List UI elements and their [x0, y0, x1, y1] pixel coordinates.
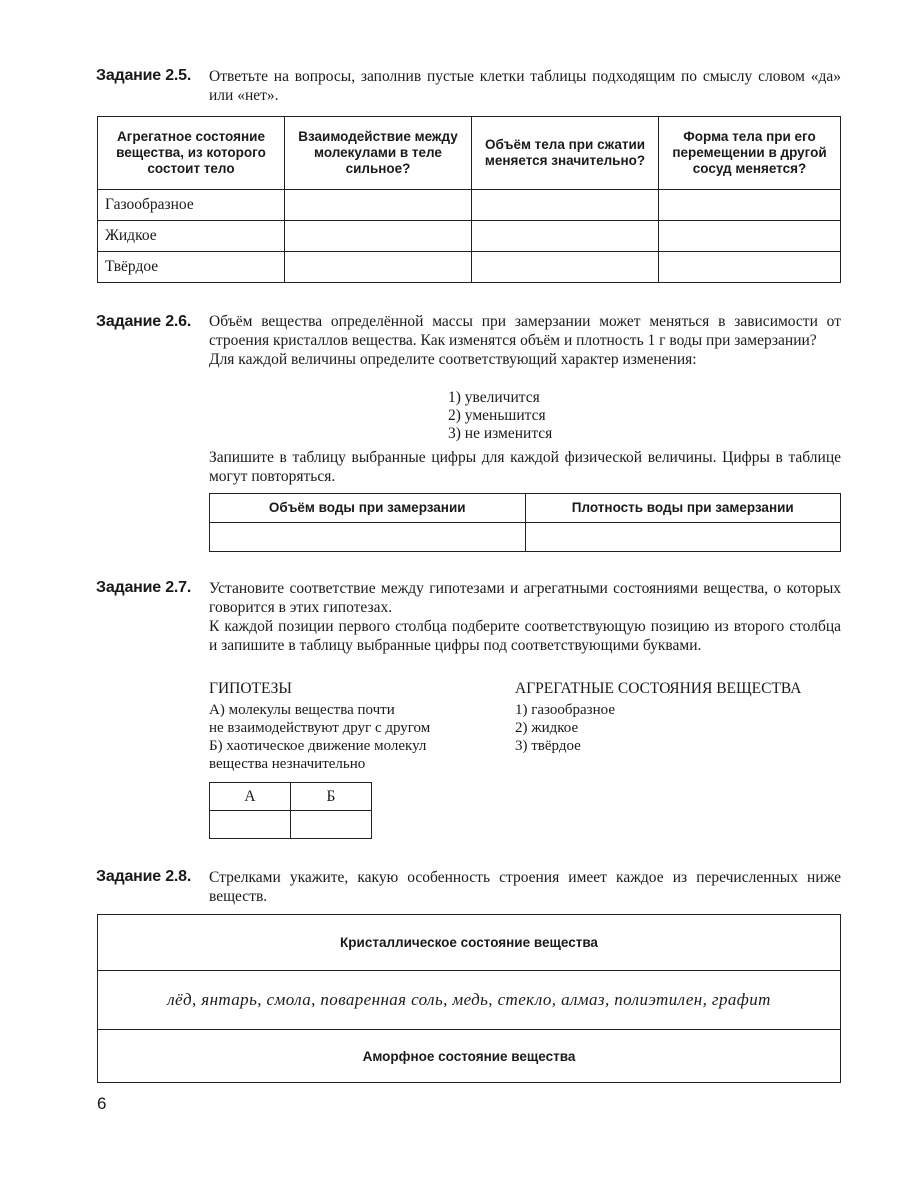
- answer-cell[interactable]: [525, 523, 841, 552]
- answer-cell[interactable]: [210, 523, 526, 552]
- crystalline-state-label: Кристаллическое состояние вещества: [98, 915, 841, 971]
- column-header-density-freezing: Плотность воды при замерзании: [525, 494, 841, 523]
- column-header-interaction: Взаимодействие между молекулами в теле сильное?: [285, 117, 472, 190]
- hypothesis-line: Б) хаотическое движение молекул: [209, 738, 427, 754]
- table-row: [98, 971, 841, 1030]
- state-item: 2) жидкое: [515, 720, 579, 736]
- answer-cell[interactable]: [659, 190, 841, 221]
- task-2-8-label: Задание 2.8.: [96, 868, 192, 885]
- table-header-row: [98, 117, 841, 190]
- task-2-7-instruction: К каждой позиции первого столбца подберите соответствующую позицию из второго столбца и запишите в таблицу выбранные цифры под соответствующими буквами.: [209, 618, 841, 654]
- table-row: [210, 811, 372, 839]
- hypothesis-line: А) молекулы вещества почти: [209, 702, 395, 718]
- hypothesis-line: не взаимодействуют друг с другом: [209, 720, 431, 736]
- task-2-5-table: [97, 116, 841, 283]
- table-header-row: [210, 783, 372, 811]
- option-item: 1) увеличится: [448, 389, 540, 406]
- answer-cell[interactable]: [472, 252, 659, 283]
- task-2-6-instruction: Для каждой величины определите соответствующий характер изменения:: [209, 351, 697, 368]
- column-header-volume: Объём тела при сжатии меняется значительно?: [472, 117, 659, 190]
- task-2-7-question: Установите соответствие между гипотезами и агрегатными состояниями вещества, о которых говорится в этих гипотезах.: [209, 580, 841, 616]
- answer-cell[interactable]: [291, 811, 372, 839]
- answer-cell[interactable]: [659, 252, 841, 283]
- state-item: 1) газообразное: [515, 702, 615, 718]
- answer-cell[interactable]: [285, 190, 472, 221]
- column-header-a: А: [210, 783, 291, 811]
- task-2-6-label: Задание 2.6.: [96, 313, 192, 330]
- answer-cell[interactable]: [285, 221, 472, 252]
- task-2-8-text: [209, 868, 841, 906]
- task-2-8-question: Стрелками укажите, какую особенность строения имеет каждое из перечисленных ниже веществ.: [209, 869, 841, 905]
- task-2-6-table: [209, 493, 841, 552]
- table-row: [98, 915, 841, 971]
- column-header-state: Агрегатное состояние вещества, из которого состоит тело: [98, 117, 285, 190]
- task-2-8-table: [97, 914, 841, 1083]
- task-2-7-table: [209, 782, 372, 839]
- task-2-6-text: [209, 312, 841, 369]
- task-2-5-text: [209, 67, 841, 105]
- task-2-5-question: Ответьте на вопросы, заполнив пустые клетки таблицы подходящим по смыслу словом «да» или «нет».: [209, 68, 841, 104]
- answer-cell[interactable]: [285, 252, 472, 283]
- hypothesis-line: вещества незначительно: [209, 756, 366, 772]
- table-row: [210, 523, 841, 552]
- task-2-7-text: [209, 579, 841, 655]
- hypotheses-list: [209, 701, 430, 773]
- task-2-6-after-text: Запишите в таблицу выбранные цифры для каждой физической величины. Цифры в таблице могут повторяться.: [209, 449, 841, 485]
- task-2-6-options: [448, 389, 552, 443]
- table-row: [98, 221, 841, 252]
- table-header-row: [210, 494, 841, 523]
- page-number: 6: [97, 1094, 107, 1113]
- task-2-7-label: Задание 2.7.: [96, 579, 192, 596]
- column-header-volume-freezing: Объём воды при замерзании: [210, 494, 526, 523]
- answer-cell[interactable]: [472, 190, 659, 221]
- table-row: [98, 190, 841, 221]
- table-row: [98, 252, 841, 283]
- answer-cell[interactable]: [659, 221, 841, 252]
- table-row: [98, 1030, 841, 1083]
- substances-list: лёд, янтарь, смола, поваренная соль, медь, стекло, алмаз, полиэтилен, графит: [98, 971, 841, 1030]
- state-item: 3) твёрдое: [515, 738, 581, 754]
- amorphous-state-label: Аморфное состояние вещества: [98, 1030, 841, 1083]
- states-title: АГРЕГАТНЫЕ СОСТОЯНИЯ ВЕЩЕСТВА: [515, 680, 802, 697]
- row-label-solid: Твёрдое: [98, 252, 285, 283]
- answer-cell[interactable]: [472, 221, 659, 252]
- answer-cell[interactable]: [210, 811, 291, 839]
- option-item: 3) не изменится: [448, 425, 553, 442]
- task-2-6-after: [209, 448, 841, 486]
- option-item: 2) уменьшится: [448, 407, 546, 424]
- row-label-gas: Газообразное: [98, 190, 285, 221]
- states-list: [515, 701, 615, 755]
- column-header-b: Б: [291, 783, 372, 811]
- hypotheses-title: ГИПОТЕЗЫ: [209, 680, 292, 697]
- column-header-shape: Форма тела при его перемещении в другой сосуд меняется?: [659, 117, 841, 190]
- task-2-5-label: Задание 2.5.: [96, 67, 192, 84]
- row-label-liquid: Жидкое: [98, 221, 285, 252]
- task-2-6-question: Объём вещества определённой массы при замерзании может меняться в зависимости от строения кристаллов вещества. Как изменятся объём и плотность 1 г воды при замерзании?: [209, 313, 841, 349]
